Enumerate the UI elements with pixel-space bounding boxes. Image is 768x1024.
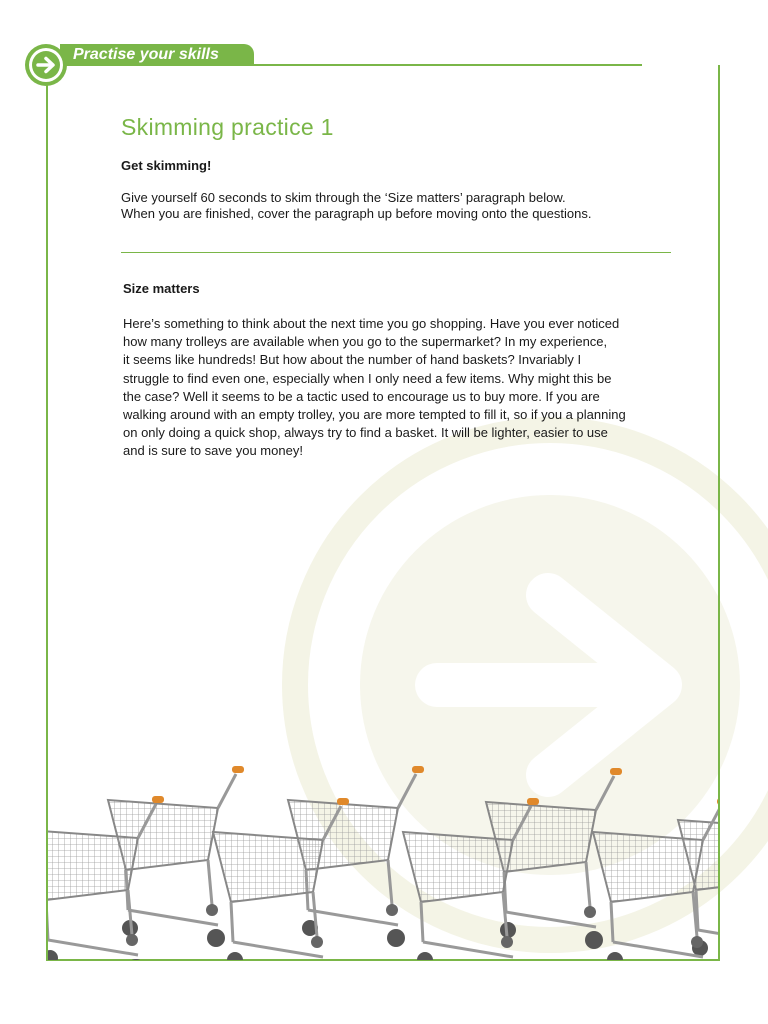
paragraph-line: on only doing a quick shop, always try to find a basket. It will be lighter, easier to use (123, 425, 608, 441)
instruction-line: Give yourself 60 seconds to skim through the ‘Size matters’ paragraph below. (121, 190, 566, 205)
paragraph-line: Here’s something to think about the next time you go shopping. Have you ever noticed (123, 316, 620, 331)
page-title: Skimming practice 1 (121, 114, 334, 140)
paragraph-line: how many trolleys are available when you go to the supermarket? In my experience, (123, 334, 608, 350)
size-matters-paragraph (123, 315, 679, 461)
divider (121, 252, 671, 253)
arrow-right-circle-icon (24, 43, 68, 87)
banner-label: Practise your skills (73, 46, 219, 63)
shopping-trolleys-image (48, 760, 718, 960)
instructions (121, 190, 681, 222)
subheading: Get skimming! (121, 158, 212, 173)
paragraph-line: and is sure to save you money! (123, 443, 303, 459)
section-title: Size matters (123, 281, 200, 296)
paragraph-line: it seems like hundreds! But how about the number of hand baskets? Invariably I (123, 352, 582, 368)
paragraph-line: struggle to find even one, especially when I only need a few items. Why might this be (123, 370, 612, 386)
paragraph-line: walking around with an empty trolley, you are more tempted to fill it, so if you a planning (123, 407, 626, 423)
instruction-line: When you are finished, cover the paragraph up before moving onto the questions. (121, 206, 592, 221)
paragraph-line: the case? Well it seems to be a tactic used to encourage us to buy more. If you are (123, 388, 600, 404)
